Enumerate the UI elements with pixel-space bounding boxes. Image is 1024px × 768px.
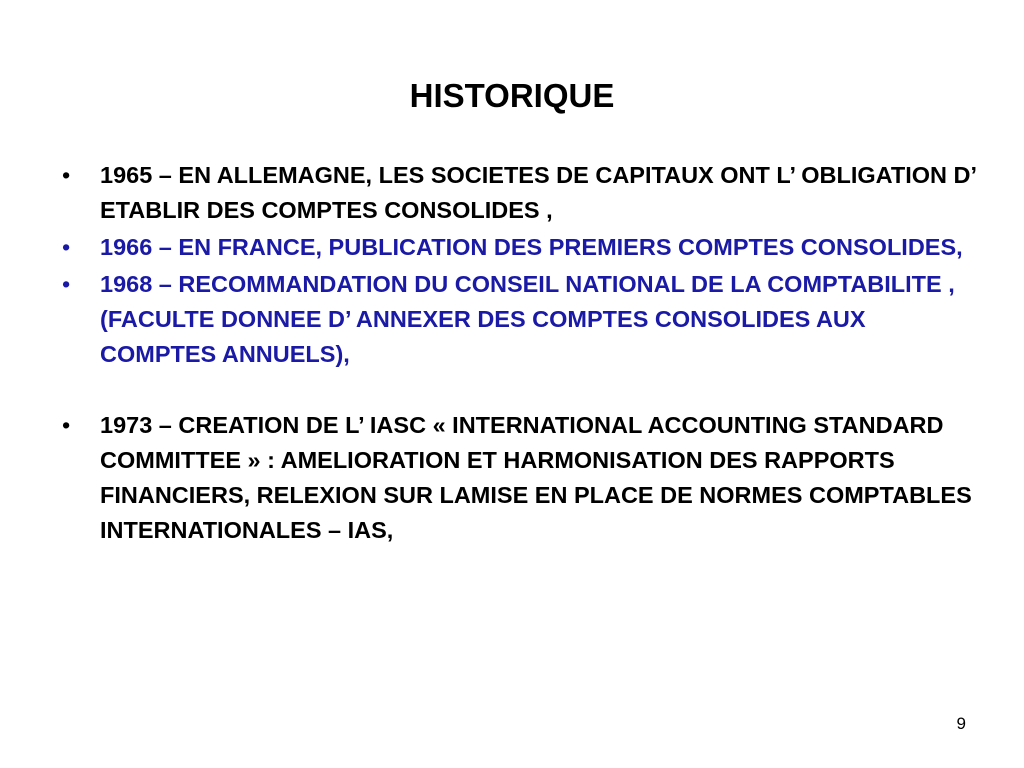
bullet-dot-icon: • <box>62 271 71 297</box>
bullet-text: 1973 – CREATION DE L’ IASC « INTERNATIONAL ACCOUNTING STANDARD COMMITTEE » : AMELIORATION ET HARMONISATION DES RAPPORTS FINANCIERS, RELEXION SUR LAMISE EN PLACE DE NORMES COMPTABLES INTERNATIONALES – IAS, <box>100 412 972 543</box>
bullet-dot-icon: • <box>62 162 71 188</box>
bullet-text: 1968 – RECOMMANDATION DU CONSEIL NATIONAL DE LA COMPTABILITE , (FACULTE DONNEE D’ ANNEXER DES COMPTES CONSOLIDES AUX COMPTES ANNUELS), <box>100 271 955 367</box>
bullet-dot-icon: • <box>62 412 71 438</box>
bullet-text: 1965 – EN ALLEMAGNE, LES SOCIETES DE CAPITAUX ONT L’ OBLIGATION D’ ETABLIR DES COMPTES CONSOLIDES , <box>100 162 976 223</box>
bullet-dot-icon: • <box>62 234 71 260</box>
bullet-item-1966 <box>58 230 978 265</box>
bullet-item-1965 <box>58 158 978 228</box>
bullet-text: 1966 – EN FRANCE, PUBLICATION DES PREMIERS COMPTES CONSOLIDES, <box>100 234 963 260</box>
page-number: 9 <box>956 714 966 733</box>
slide-title: HISTORIQUE <box>409 77 615 114</box>
bullet-item-1973 <box>58 408 978 548</box>
bullet-item-1968 <box>58 267 978 372</box>
bullet-list <box>58 158 978 550</box>
